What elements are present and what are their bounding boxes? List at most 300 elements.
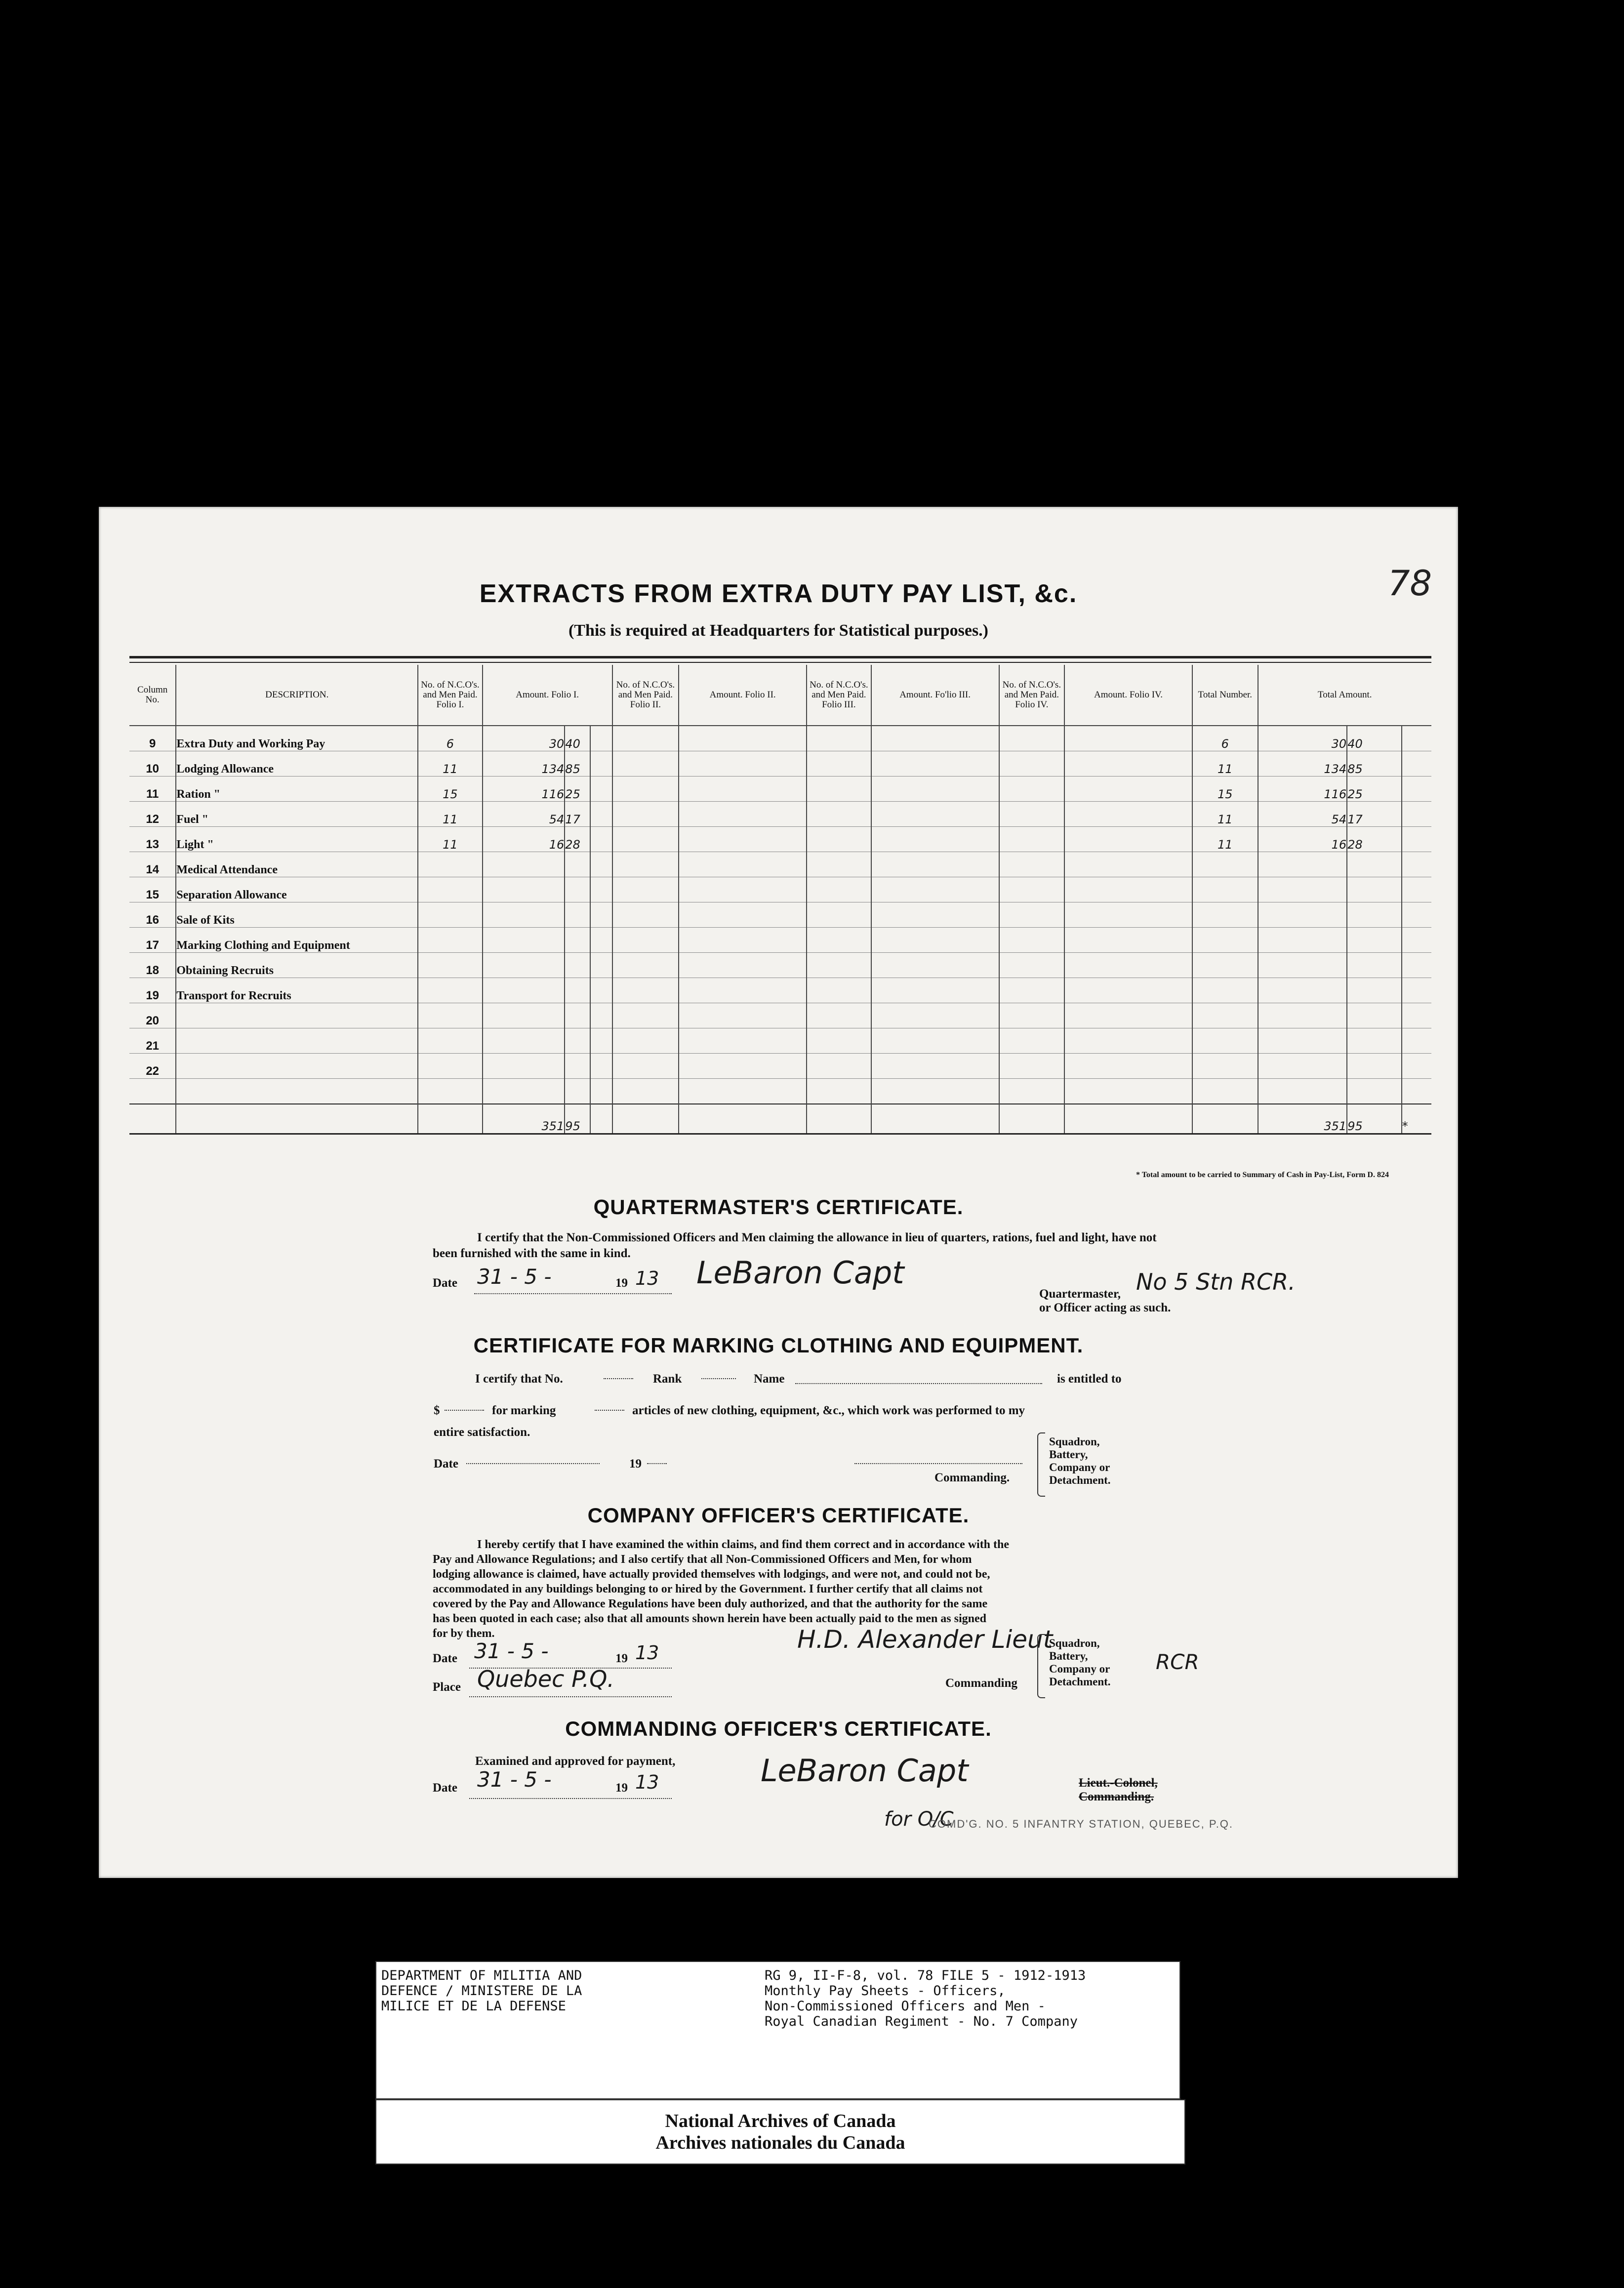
cell-amount-folio-1-dollars: [483, 1028, 565, 1054]
cell-description: Extra Duty and Working Pay: [176, 726, 418, 751]
header-amount-folio-4: Amount. Folio IV.: [1064, 665, 1192, 726]
cell-amount-folio-3: [871, 902, 999, 928]
page-subtitle: (This is required at Headquarters for Statistical purposes.): [568, 621, 989, 640]
cell-total-amount-blank: [1402, 953, 1431, 978]
certificate-line: for by them.: [433, 1627, 495, 1640]
cell-amount-folio-2: [679, 776, 807, 802]
table-header-row: [129, 665, 1431, 726]
certificate-line: has been quoted in each case; also that all amounts shown herein have been actually paid to the men as signed: [433, 1612, 986, 1625]
cell-total-amount-dollars: [1258, 877, 1347, 902]
cell-no-paid-folio-1: 15: [418, 776, 482, 802]
cell-total-number: [1192, 1054, 1258, 1079]
marking-line2-c: articles of new clothing, equipment, &c., which work was performed to my: [632, 1404, 1025, 1417]
cell-amount-folio-1-cents: [565, 1054, 590, 1079]
cell-amount-folio-1-blank: [590, 902, 612, 928]
cell-column-no: 14: [129, 852, 176, 877]
cell-no-paid-folio-3: [807, 726, 871, 751]
table-total-cell: [1064, 1104, 1192, 1134]
cell-no-paid-folio-2: [612, 726, 679, 751]
cell-amount-folio-1-dollars: [483, 902, 565, 928]
cell-no-paid-folio-4: [999, 852, 1064, 877]
company-unit-brace: [1037, 1634, 1045, 1698]
cell-description: Transport for Recruits: [176, 978, 418, 1003]
cell-amount-folio-1-dollars: [483, 978, 565, 1003]
grand-total-dollars: 351: [1258, 1104, 1347, 1134]
company-year-prefix: 19: [615, 1652, 628, 1665]
marking-line3: entire satisfaction.: [434, 1426, 530, 1439]
cell-no-paid-folio-4: [999, 953, 1064, 978]
cell-amount-folio-1-dollars: 30: [483, 726, 565, 751]
cell-no-paid-folio-1: [418, 1054, 482, 1079]
unit-type-label: Squadron,: [1049, 1637, 1100, 1649]
cell-total-amount-cents: [1347, 953, 1401, 978]
cell-amount-folio-1-blank: [590, 1054, 612, 1079]
cell-no-paid-folio-4: [999, 726, 1064, 751]
cell-no-paid-folio-3: [807, 953, 871, 978]
header-amount-folio-1: Amount. Folio I.: [483, 665, 612, 726]
cell-no-paid-folio-2: [612, 928, 679, 953]
cell-description: [176, 1003, 418, 1028]
cell-column-no: 15: [129, 877, 176, 902]
cell-total-amount-blank: [1402, 1054, 1431, 1079]
cell-amount-folio-4: [1064, 1054, 1192, 1079]
cell-total-number: [1192, 953, 1258, 978]
table-total-cell: [871, 1104, 999, 1134]
cell-total-amount-cents: [1347, 1054, 1401, 1079]
cell-no-paid-folio-3: [807, 1054, 871, 1079]
cell-total-amount-blank: [1402, 751, 1431, 776]
cell-amount-folio-1-dollars: 116: [483, 776, 565, 802]
cell-amount-folio-1-blank: [590, 1028, 612, 1054]
quartermaster-role2: or Officer acting as such.: [1039, 1301, 1171, 1314]
archive-label-line: Royal Canadian Regiment - No. 7 Company: [765, 2014, 1078, 2029]
cell-amount-folio-3: [871, 852, 999, 877]
total-footnote: * Total amount to be carried to Summary of Cash in Pay-List, Form D. 824: [1136, 1171, 1389, 1179]
commanding-date-label: Date: [433, 1781, 457, 1795]
table-total-cell: [612, 1104, 679, 1134]
cell-total-amount-dollars: [1258, 1054, 1347, 1079]
cell-amount-folio-4: [1064, 928, 1192, 953]
table-row: [129, 751, 1431, 776]
quartermaster-text: I certify that the Non-Commissioned Officers and Men claiming the allowance in lieu of quarters, rations, fuel and light, have not been furnished with the same in kind.: [433, 1231, 1157, 1260]
marking-heading: CERTIFICATE FOR MARKING CLOTHING AND EQUIPMENT.: [473, 1334, 1084, 1357]
cell-total-number: 15: [1192, 776, 1258, 802]
cell-no-paid-folio-1: [418, 1003, 482, 1028]
cell-amount-folio-1-dollars: [483, 928, 565, 953]
cell-no-paid-folio-4: [999, 928, 1064, 953]
archive-label-line: Monthly Pay Sheets - Officers,: [765, 1983, 1006, 1999]
cell-amount-folio-2: [679, 953, 807, 978]
cell-total-amount-dollars: 116: [1258, 776, 1347, 802]
commanding-officer-signature-2: for O/C: [884, 1808, 954, 1831]
cell-amount-folio-3: [871, 928, 999, 953]
archive-label: [375, 1961, 1180, 2099]
cell-no-paid-folio-2: [612, 1054, 679, 1079]
cell-total-amount-blank: [1402, 1003, 1431, 1028]
certificate-line: accommodated in any buildings belonging to or hired by the Government. I further certify that all claims not: [433, 1583, 983, 1595]
quartermaster-date-line: [474, 1293, 672, 1294]
cell-amount-folio-3: [871, 953, 999, 978]
cell-total-amount-blank: [1402, 902, 1431, 928]
cell-total-amount-cents: [1347, 852, 1401, 877]
cell-no-paid-folio-1: 11: [418, 827, 482, 852]
cell-amount-folio-1-dollars: [483, 1003, 565, 1028]
table-total-cell: [418, 1104, 482, 1134]
cell-no-paid-folio-3: [807, 978, 871, 1003]
cell-amount-folio-4: [1064, 726, 1192, 751]
quartermaster-heading: QUARTERMASTER'S CERTIFICATE.: [593, 1195, 964, 1219]
cell-amount-folio-1-cents: [565, 928, 590, 953]
certificate-line: Pay and Allowance Regulations; and I also certify that all Non-Commissioned Officers and Men, for whom: [433, 1553, 972, 1566]
cell-total-amount-cents: [1347, 902, 1401, 928]
commanding-rank-1: Lieut.-Colonel,: [1079, 1776, 1158, 1790]
unit-type-label: Detachment.: [1049, 1675, 1111, 1688]
cell-amount-folio-2: [679, 1003, 807, 1028]
cell-amount-folio-2: [679, 827, 807, 852]
cell-total-amount-blank: [1402, 726, 1431, 751]
cell-total-amount-cents: 25: [1347, 776, 1401, 802]
header-no-paid-folio-2: No. of N.C.O's. and Men Paid. Folio II.: [612, 665, 679, 726]
cell-amount-folio-1-blank: [590, 877, 612, 902]
table-row: [129, 902, 1431, 928]
cell-no-paid-folio-3: [807, 852, 871, 877]
cell-amount-folio-4: [1064, 1028, 1192, 1054]
commanding-officer-text: Examined and approved for payment,: [475, 1755, 676, 1768]
cell-amount-folio-1-cents: [565, 978, 590, 1003]
cell-column-no: 17: [129, 928, 176, 953]
marking-line1-c: Name: [754, 1372, 785, 1386]
page-title: EXTRACTS FROM EXTRA DUTY PAY LIST, &c.: [479, 579, 1078, 608]
cell-amount-folio-4: [1064, 751, 1192, 776]
table-row: [129, 1003, 1431, 1028]
cell-description: Ration ": [176, 776, 418, 802]
cell-total-amount-cents: [1347, 877, 1401, 902]
cell-total-number: [1192, 1028, 1258, 1054]
cell-amount-folio-2: [679, 726, 807, 751]
cell-total-amount-cents: 28: [1347, 827, 1401, 852]
cell-amount-folio-2: [679, 1028, 807, 1054]
cell-amount-folio-3: [871, 776, 999, 802]
cell-no-paid-folio-2: [612, 776, 679, 802]
cell-total-number: 11: [1192, 802, 1258, 827]
commanding-rank-2: Commanding.: [1079, 1790, 1154, 1803]
cell-amount-folio-1-blank: [590, 978, 612, 1003]
cell-column-no: 12: [129, 802, 176, 827]
cell-total-number: 6: [1192, 726, 1258, 751]
cell-column-no: 22: [129, 1054, 176, 1079]
table-row-blank: [129, 1079, 1431, 1104]
cell-amount-folio-3: [871, 1054, 999, 1079]
cell-amount-folio-4: [1064, 1003, 1192, 1028]
cell-no-paid-folio-4: [999, 1054, 1064, 1079]
cell-no-paid-folio-1: 6: [418, 726, 482, 751]
cell-no-paid-folio-4: [999, 877, 1064, 902]
cell-amount-folio-2: [679, 877, 807, 902]
cell-no-paid-folio-1: [418, 978, 482, 1003]
cell-column-no: 19: [129, 978, 176, 1003]
quartermaster-date-value: 31 - 5 -: [477, 1265, 552, 1289]
cell-total-amount-blank: [1402, 1028, 1431, 1054]
archives-line-2: Archives nationales du Canada: [655, 2132, 905, 2153]
cell-amount-folio-1-cents: 40: [565, 726, 590, 751]
company-unit-hand: RCR: [1156, 1650, 1199, 1674]
cell-amount-folio-1-dollars: 134: [483, 751, 565, 776]
company-year-value: 13: [635, 1642, 659, 1664]
table-row: [129, 928, 1431, 953]
page-number: 78: [1388, 563, 1432, 604]
table-row: [129, 827, 1431, 852]
cell-amount-folio-2: [679, 852, 807, 877]
cell-amount-folio-3: [871, 877, 999, 902]
marking-line1-a: I certify that No.: [475, 1372, 563, 1386]
cell-total-amount-dollars: [1258, 852, 1347, 877]
cell-amount-folio-1-blank: [590, 1003, 612, 1028]
cell-amount-folio-4: [1064, 877, 1192, 902]
cell-amount-folio-1-blank: [590, 827, 612, 852]
company-officer-signature: H.D. Alexander Lieut: [797, 1625, 1053, 1654]
header-no-paid-folio-3: No. of N.C.O's. and Men Paid. Folio III.: [807, 665, 871, 726]
company-date-value: 31 - 5 -: [474, 1639, 549, 1663]
archive-label-line: DEPARTMENT OF MILITIA AND: [381, 1968, 582, 1983]
cell-description: Lodging Allowance: [176, 751, 418, 776]
cell-amount-folio-2: [679, 751, 807, 776]
cell-amount-folio-1-blank: [590, 953, 612, 978]
cell-total-amount-cents: [1347, 1003, 1401, 1028]
grand-total-cents: 95: [1347, 1104, 1401, 1134]
cell-total-amount-blank: [1402, 827, 1431, 852]
cell-amount-folio-4: [1064, 953, 1192, 978]
marking-unit-types: [1049, 1435, 1111, 1487]
marking-unit-brace: [1037, 1432, 1045, 1497]
cell-no-paid-folio-1: [418, 852, 482, 877]
cell-total-amount-dollars: [1258, 1003, 1347, 1028]
cell-total-amount-cents: 40: [1347, 726, 1401, 751]
cell-no-paid-folio-3: [807, 877, 871, 902]
marking-commanding: Commanding.: [934, 1471, 1010, 1484]
cell-total-amount-cents: [1347, 928, 1401, 953]
header-no-paid-folio-1: No. of N.C.O's. and Men Paid. Folio I.: [418, 665, 482, 726]
archives-line-1: National Archives of Canada: [665, 2111, 896, 2131]
cell-amount-folio-1-cents: [565, 953, 590, 978]
cell-description: Marking Clothing and Equipment: [176, 928, 418, 953]
header-no-paid-folio-4: No. of N.C.O's. and Men Paid. Folio IV.: [999, 665, 1064, 726]
company-place-value: Quebec P.Q.: [477, 1666, 614, 1692]
table-total-cell: [807, 1104, 871, 1134]
cell-amount-folio-4: [1064, 852, 1192, 877]
cell-amount-folio-1-cents: [565, 852, 590, 877]
cell-amount-folio-1-cents: 25: [565, 776, 590, 802]
company-unit-types: [1049, 1637, 1111, 1688]
cell-no-paid-folio-3: [807, 751, 871, 776]
archives-label: [375, 2099, 1185, 2165]
cell-no-paid-folio-3: [807, 776, 871, 802]
cell-no-paid-folio-1: 11: [418, 751, 482, 776]
commanding-stamp: COMD'G. NO. 5 INFANTRY STATION, QUEBEC, P.Q.: [929, 1818, 1234, 1830]
quartermaster-date-label: Date: [433, 1276, 457, 1290]
archive-label-reference: [765, 1968, 1086, 2029]
cell-amount-folio-1-dollars: [483, 1054, 565, 1079]
cell-amount-folio-1-blank: [590, 751, 612, 776]
cell-no-paid-folio-2: [612, 751, 679, 776]
cell-no-paid-folio-1: [418, 902, 482, 928]
cell-total-amount-dollars: [1258, 953, 1347, 978]
cell-description: Fuel ": [176, 802, 418, 827]
cell-amount-folio-2: [679, 928, 807, 953]
archive-label-department: [381, 1968, 582, 2014]
cell-amount-folio-4: [1064, 802, 1192, 827]
header-column-no: Column No.: [129, 665, 176, 726]
table-total-cell: [1192, 1104, 1258, 1134]
cell-no-paid-folio-2: [612, 953, 679, 978]
cell-amount-folio-3: [871, 726, 999, 751]
header-total-amount: Total Amount.: [1258, 665, 1431, 726]
marking-line2-b: for marking: [492, 1404, 556, 1417]
cell-amount-folio-1-cents: [565, 902, 590, 928]
cell-amount-folio-3: [871, 751, 999, 776]
table-total-cell: [176, 1104, 418, 1134]
table-row: [129, 1028, 1431, 1054]
cell-total-amount-cents: 85: [1347, 751, 1401, 776]
cell-total-number: 11: [1192, 827, 1258, 852]
table-row: [129, 1054, 1431, 1079]
cell-no-paid-folio-2: [612, 978, 679, 1003]
cell-amount-folio-3: [871, 827, 999, 852]
cell-no-paid-folio-4: [999, 827, 1064, 852]
cell-column-no: 11: [129, 776, 176, 802]
cell-total-amount-blank: [1402, 877, 1431, 902]
cell-no-paid-folio-3: [807, 902, 871, 928]
unit-type-label: Company or: [1049, 1663, 1110, 1675]
cell-no-paid-folio-2: [612, 1028, 679, 1054]
cell-total-amount-blank: [1402, 776, 1431, 802]
cell-column-no: 10: [129, 751, 176, 776]
marking-line1-b: Rank: [653, 1372, 682, 1386]
cell-no-paid-folio-2: [612, 827, 679, 852]
cell-column-no: 16: [129, 902, 176, 928]
cell-amount-folio-1-blank: [590, 928, 612, 953]
commanding-date-value: 31 - 5 -: [477, 1767, 552, 1792]
cell-no-paid-folio-1: [418, 928, 482, 953]
cell-amount-folio-1-dollars: [483, 852, 565, 877]
commanding-officer-signature: LeBaron Capt: [761, 1753, 969, 1789]
archive-label-line: RG 9, II-F-8, vol. 78 FILE 5 - 1912-1913: [765, 1968, 1086, 1983]
cell-no-paid-folio-1: 11: [418, 802, 482, 827]
certificate-line: covered by the Pay and Allowance Regulations have been duly authorized, and that the authority for the same: [433, 1597, 988, 1610]
cell-column-no: 21: [129, 1028, 176, 1054]
cell-description: [176, 1028, 418, 1054]
company-officer-heading: COMPANY OFFICER'S CERTIFICATE.: [587, 1504, 970, 1527]
cell-total-amount-dollars: [1258, 978, 1347, 1003]
table-row: [129, 978, 1431, 1003]
total-folio-1-dollars: 351: [483, 1104, 565, 1134]
cell-no-paid-folio-2: [612, 877, 679, 902]
cell-total-number: [1192, 902, 1258, 928]
cell-total-number: 11: [1192, 751, 1258, 776]
unit-type-label: Battery,: [1049, 1448, 1088, 1461]
cell-no-paid-folio-4: [999, 902, 1064, 928]
quartermaster-signature: LeBaron Capt: [696, 1255, 904, 1291]
cell-amount-folio-1-cents: [565, 1028, 590, 1054]
archive-label-line: DEFENCE / MINISTERE DE LA: [381, 1983, 582, 1999]
pay-table: [129, 665, 1431, 1135]
cell-amount-folio-1-blank: [590, 802, 612, 827]
cell-description: [176, 1054, 418, 1079]
archive-label-line: Non-Commissioned Officers and Men -: [765, 1999, 1046, 2014]
table-row: [129, 802, 1431, 827]
cell-description: Separation Allowance: [176, 877, 418, 902]
header-amount-folio-2: Amount. Folio II.: [679, 665, 807, 726]
archive-label-line: MILICE ET DE LA DEFENSE: [381, 1999, 566, 2014]
company-commanding: Commanding: [945, 1676, 1017, 1690]
cell-total-amount-blank: [1402, 852, 1431, 877]
cell-amount-folio-4: [1064, 902, 1192, 928]
header-rule: [129, 656, 1431, 658]
cell-amount-folio-1-cents: 28: [565, 827, 590, 852]
header-description: DESCRIPTION.: [176, 665, 418, 726]
cell-total-number: [1192, 852, 1258, 877]
cell-total-amount-dollars: 30: [1258, 726, 1347, 751]
cell-amount-folio-3: [871, 1003, 999, 1028]
table-row: [129, 776, 1431, 802]
table-row: [129, 877, 1431, 902]
total-folio-1-cents: 95: [565, 1104, 590, 1134]
cell-no-paid-folio-4: [999, 978, 1064, 1003]
cell-column-no: 13: [129, 827, 176, 852]
marking-date-label: Date: [434, 1457, 458, 1471]
cell-no-paid-folio-1: [418, 877, 482, 902]
cell-amount-folio-1-cents: [565, 877, 590, 902]
quartermaster-unit: No 5 Stn RCR.: [1136, 1268, 1296, 1295]
cell-no-paid-folio-2: [612, 802, 679, 827]
cell-amount-folio-2: [679, 802, 807, 827]
cell-total-amount-blank: [1402, 978, 1431, 1003]
cell-no-paid-folio-3: [807, 1028, 871, 1054]
cell-no-paid-folio-4: [999, 802, 1064, 827]
cell-no-paid-folio-1: [418, 1028, 482, 1054]
table-total-cell: [679, 1104, 807, 1134]
cell-total-number: [1192, 877, 1258, 902]
cell-total-amount-blank: [1402, 928, 1431, 953]
company-date-label: Date: [433, 1652, 457, 1665]
cell-total-amount-dollars: [1258, 902, 1347, 928]
unit-type-label: Company or: [1049, 1461, 1110, 1473]
cell-amount-folio-1-dollars: 16: [483, 827, 565, 852]
unit-type-label: Squadron,: [1049, 1435, 1100, 1448]
certificate-line: I hereby certify that I have examined the within claims, and find them correct and in accordance with the: [477, 1538, 1010, 1551]
unit-type-label: Detachment.: [1049, 1474, 1111, 1486]
cell-no-paid-folio-3: [807, 928, 871, 953]
cell-description: Sale of Kits: [176, 902, 418, 928]
cell-amount-folio-1-cents: 85: [565, 751, 590, 776]
cell-amount-folio-1-dollars: [483, 953, 565, 978]
cell-amount-folio-1-blank: [590, 776, 612, 802]
cell-no-paid-folio-4: [999, 751, 1064, 776]
cell-amount-folio-1-blank: [590, 726, 612, 751]
unit-type-label: Battery,: [1049, 1650, 1088, 1662]
marking-year-prefix: 19: [629, 1457, 642, 1471]
cell-amount-folio-1-cents: 17: [565, 802, 590, 827]
cell-total-amount-dollars: 54: [1258, 802, 1347, 827]
cell-no-paid-folio-4: [999, 1003, 1064, 1028]
cell-total-number: [1192, 978, 1258, 1003]
cell-no-paid-folio-2: [612, 1003, 679, 1028]
cell-amount-folio-1-dollars: [483, 877, 565, 902]
table-total-row: [129, 1104, 1431, 1134]
header-amount-folio-3: Amount. Fo'lio III.: [871, 665, 999, 726]
cell-no-paid-folio-4: [999, 1028, 1064, 1054]
cell-description: Light ": [176, 827, 418, 852]
cell-total-amount-cents: [1347, 978, 1401, 1003]
